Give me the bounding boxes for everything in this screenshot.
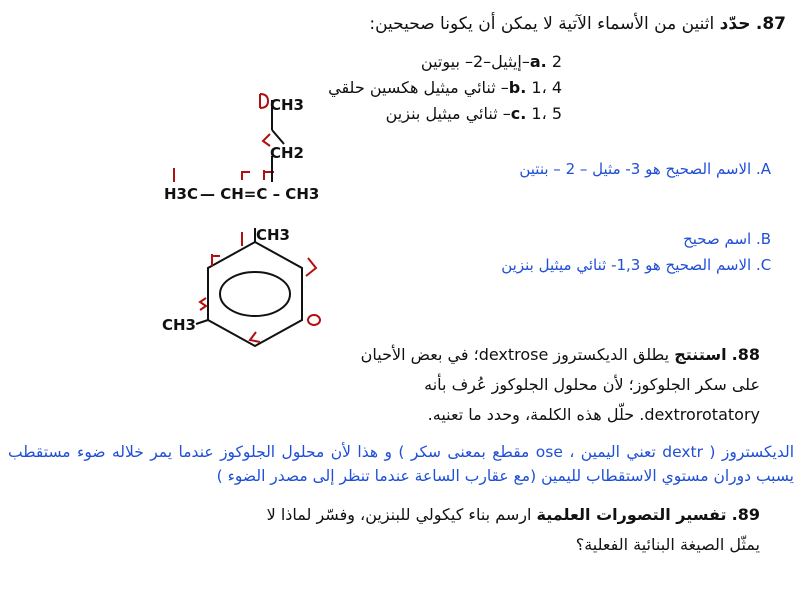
option-text: 2–إيثيل–2– بيوتين <box>420 52 562 71</box>
question-text: يطلق الديكستروز dextrose؛ في بعض الأحيان على سكر الجلوكوز؛ لأن محلول الجلوكوز عُرف بأنه dextrorotatory. حلّل هذه الكلمة، وحدد ما تعنيه. <box>360 345 760 424</box>
main-chain: — CH=C – CH3 <box>200 185 320 203</box>
option-letter: a. <box>529 52 547 71</box>
answer-letter: A. <box>756 160 772 178</box>
answer-b <box>410 230 790 248</box>
answer-88: الديكستروز ( dextr تعني اليمين ، ose مقطع بمعنى سكر ) و هذا لأن محلول الجلوكوز عندما يمر خلاله ضوء مستقطب يسبب دوران مستوي الاستقطاب لليمين (مع عقارب الساعة عندما تنظر إلى مصدر الضوء ) <box>8 443 794 485</box>
option-a <box>421 52 562 71</box>
option-letter: b. <box>508 78 527 97</box>
answer-letter: B. <box>756 230 772 248</box>
question-number: 89. <box>731 505 760 524</box>
question-87 <box>226 14 786 34</box>
question-verb: حدّد <box>719 14 751 34</box>
benzene-ring <box>208 242 302 346</box>
option-letter: c. <box>510 104 527 123</box>
ch3-top: CH3 <box>270 96 304 114</box>
question-verb: استنتج <box>674 345 727 364</box>
ch2-label: CH2 <box>270 144 304 162</box>
number-2-mark <box>242 172 250 180</box>
question-89 <box>260 500 760 560</box>
option-text: 1، 5– ثنائي ميثيل بنزين <box>385 104 562 123</box>
option-text: 1، 4– ثنائي ميثيل هكسين حلقي <box>328 78 562 97</box>
number-4-mark <box>263 134 270 146</box>
answer-letter: C. <box>756 256 772 274</box>
structure-dimethylbenzene <box>160 220 350 350</box>
option-b <box>328 78 562 97</box>
answer-a <box>410 160 790 178</box>
answer-text: الاسم الصحيح هو 3- مثيل – 2 – بنتين <box>519 160 752 178</box>
aromatic-circle <box>220 272 290 316</box>
h3c-label: H3C <box>164 185 198 203</box>
answer-c <box>410 256 790 274</box>
question-verb: تفسير التصورات العلمية <box>536 505 727 524</box>
answer-text: اسم صحيح <box>683 230 752 248</box>
question-number: 87. <box>755 14 786 34</box>
numbering-annotations <box>174 94 274 182</box>
structure-ethyl-butene <box>160 88 360 218</box>
question-number: 88. <box>731 345 760 364</box>
number-5-mark <box>260 94 268 108</box>
question-text: ارسم بناء كيكولي للبنزين، وفسّر لماذا لا يمثّل الصيغة البنائية الفعلية؟ <box>266 505 760 554</box>
answer-text: الاسم الصحيح هو 1,3- ثنائي ميثيل بنزين <box>501 256 752 274</box>
ch3-ring-top: CH3 <box>256 226 290 244</box>
question-text: اثنين من الأسماء الآتية لا يمكن أن يكونا صحيحين: <box>369 14 715 34</box>
option-c <box>386 104 562 123</box>
ch3-ring-left: CH3 <box>162 316 196 334</box>
question-88 <box>340 340 760 430</box>
